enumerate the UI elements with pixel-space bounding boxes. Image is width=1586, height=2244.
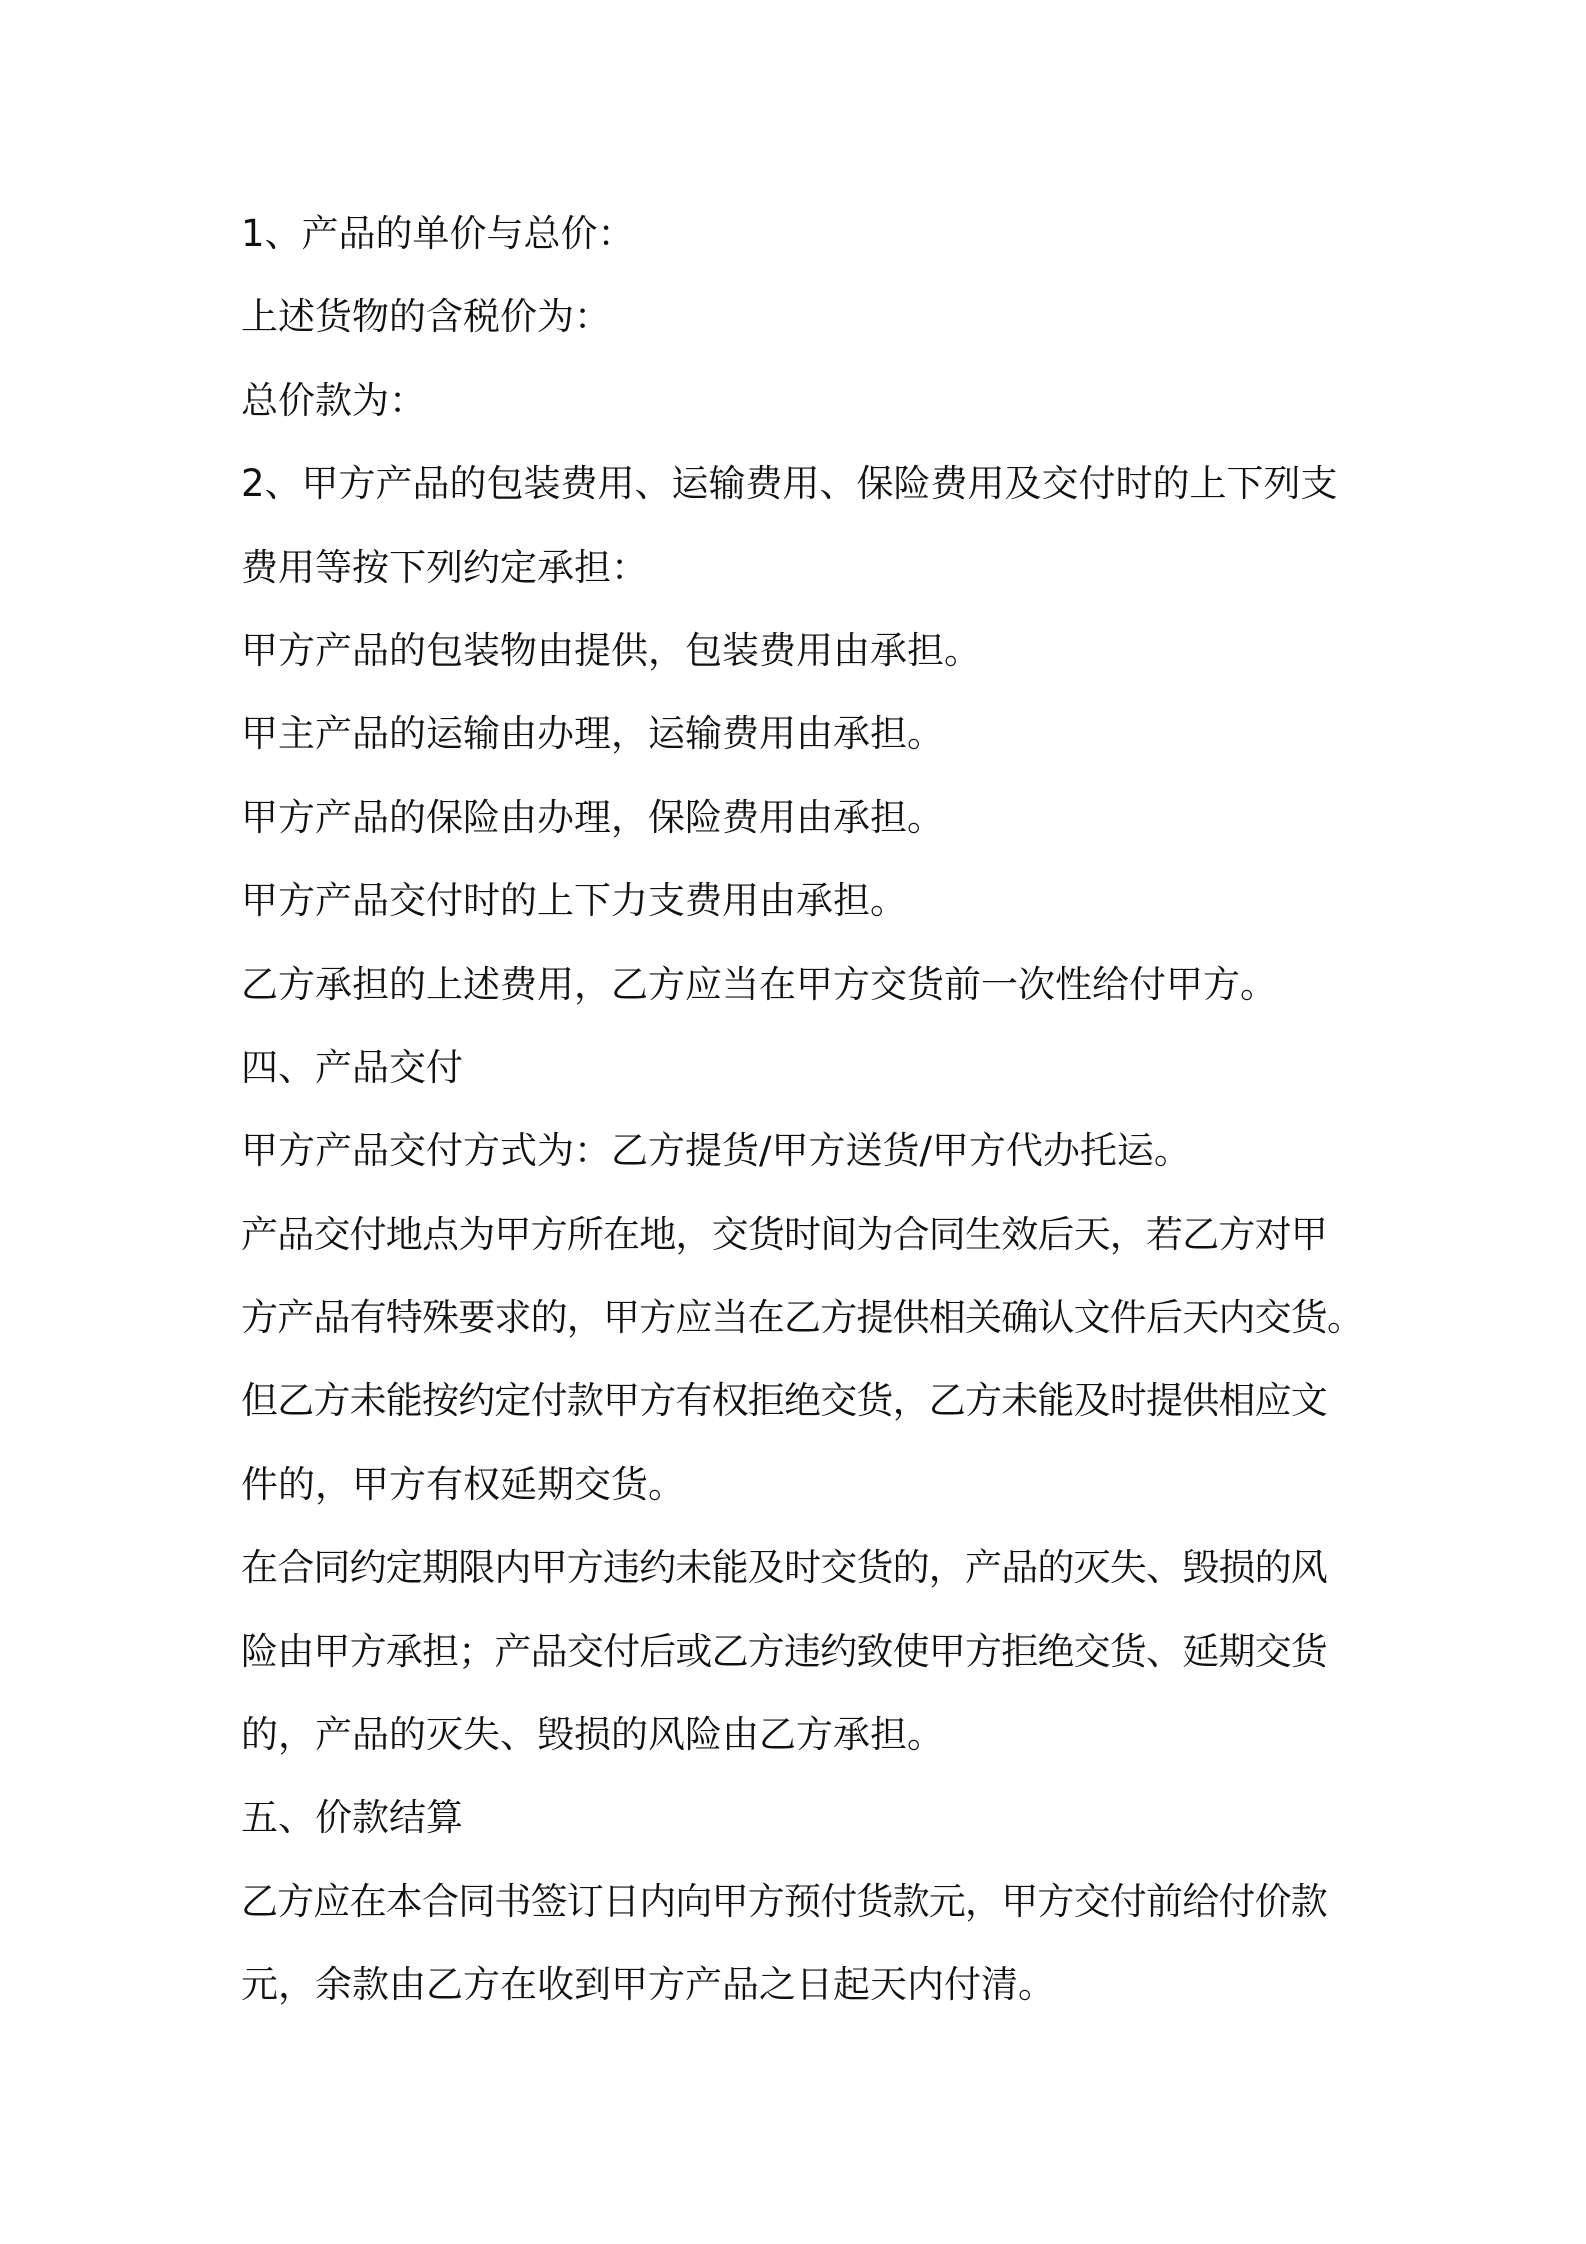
packaging-fee-line: 甲方产品的包装物由提供，包装费用由承担。 <box>241 628 981 672</box>
delivery-method-line: 甲方产品交付方式为：乙方提货/甲方送货/甲方代办托运。 <box>241 1129 1191 1173</box>
clause-fees-line-2: 费用等按下列约定承担： <box>241 545 648 589</box>
party-b-payment-line: 乙方承担的上述费用，乙方应当在甲方交货前一次性给付甲方。 <box>241 962 1277 1006</box>
risk-clause-line-2: 险由甲方承担；产品交付后或乙方违约致使甲方拒绝交货、延期交货 <box>241 1629 1327 1673</box>
settlement-line-2: 元，余款由乙方在收到甲方产品之日起天内付清。 <box>241 1963 1055 2007</box>
section-heading-settlement: 五、价款结算 <box>241 1796 463 1840</box>
risk-clause-line-1: 在合同约定期限内甲方违约未能及时交货的，产品的灭失、毁损的风 <box>241 1546 1327 1590</box>
delivery-fee-line: 甲方产品交付时的上下力支费用由承担。 <box>241 879 907 923</box>
clause-unit-total-price-heading: 1、产品的单价与总价： <box>241 212 635 255</box>
refusal-clause-line-1: 但乙方未能按约定付款甲方有权拒绝交货，乙方未能及时提供相应文 <box>241 1379 1327 1423</box>
delivery-location-line-2: 方产品有特殊要求的，甲方应当在乙方提供相关确认文件后天内交货。 <box>241 1296 1364 1340</box>
risk-clause-line-3: 的，产品的灭失、毁损的风险由乙方承担。 <box>241 1713 944 1757</box>
settlement-line-1: 乙方应在本合同书签订日内向甲方预付货款元，甲方交付前给付价款 <box>241 1879 1327 1923</box>
document-body <box>241 192 1386 2027</box>
transport-fee-line: 甲主产品的运输由办理，运输费用由承担。 <box>241 712 944 756</box>
section-heading-delivery: 四、产品交付 <box>241 1045 463 1089</box>
total-amount-line: 总价款为： <box>241 378 426 422</box>
insurance-fee-line: 甲方产品的保险由办理，保险费用由承担。 <box>241 795 944 839</box>
delivery-location-line-1: 产品交付地点为甲方所在地，交货时间为合同生效后天，若乙方对甲 <box>241 1212 1327 1256</box>
clause-fees-line-1: 2、甲方产品的包装费用、运输费用、保险费用及交付时的上下列支 <box>241 462 1338 506</box>
refusal-clause-line-2: 件的，甲方有权延期交货。 <box>241 1462 685 1506</box>
tax-inclusive-price-line: 上述货物的含税价为： <box>241 295 611 339</box>
